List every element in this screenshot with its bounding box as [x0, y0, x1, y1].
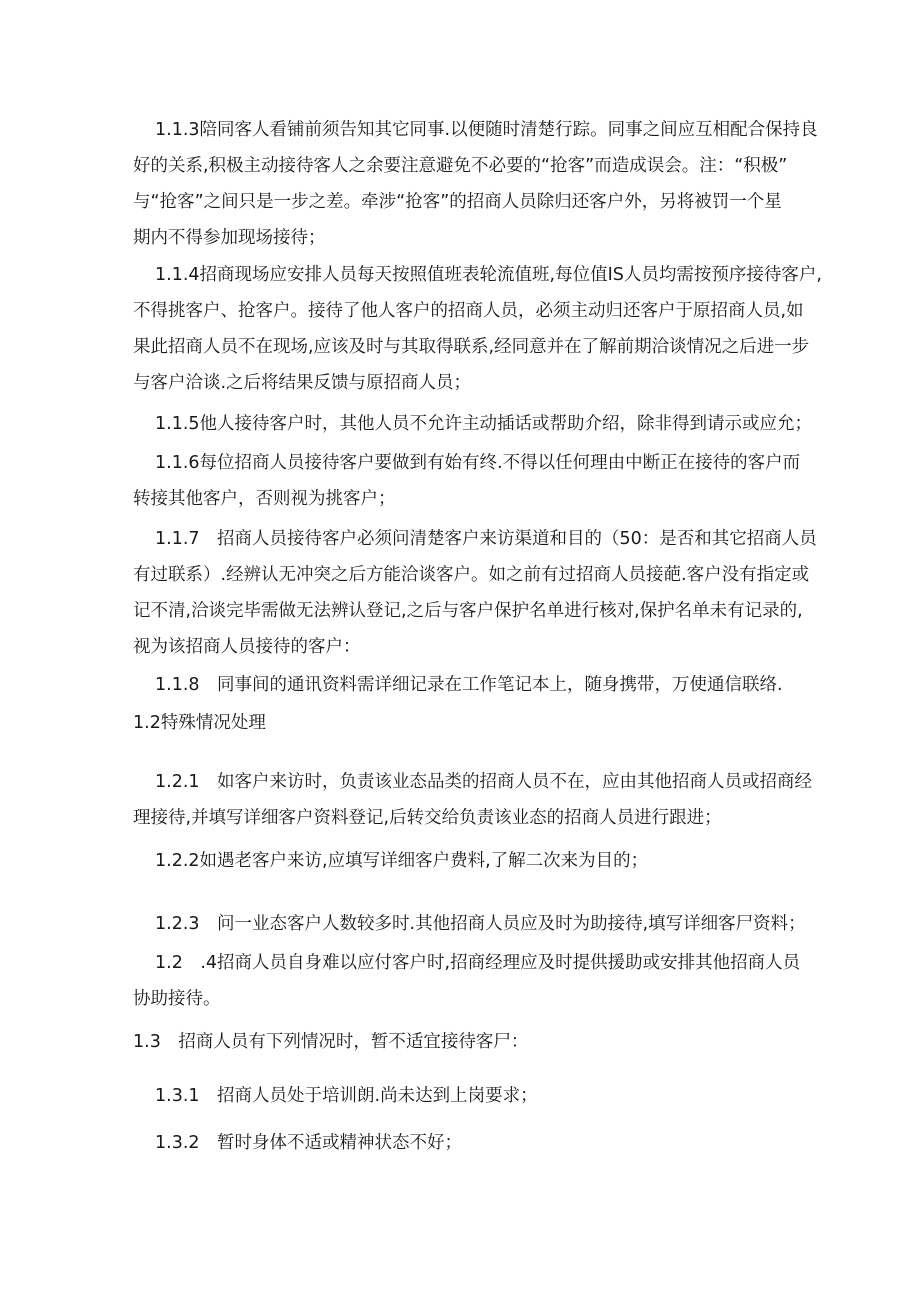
- text-line: 1.1.8 同事间的通讯资料需详细记录在工作笔记本上，随身携带，万使通信联络.: [155, 675, 783, 695]
- text-line: 1.2 .4招商人员自身难以应付客户时,招商经理应及时提供援助或安排其他招商人员: [155, 953, 801, 973]
- text-line: 1.1.4招商现场应安排人员每天按照值班表轮流值班,每位值IS人员均需按预序接待客户,: [155, 265, 822, 285]
- text-line: 好的关系,积极主动接待客人之余要注意避免不必要的“抢客”而造成误会。注：“积极”: [133, 156, 788, 176]
- text-line: 1.3.1 招商人员处于培训朗.尚未达到上岗要求；: [155, 1086, 538, 1106]
- text-line: 视为该招商人员接待的客户：: [133, 637, 361, 657]
- text-line: 1.2.1 如客户来访时，负责该业态品类的招商人员不在，应由其他招商人员或招商经: [155, 772, 813, 792]
- text-line: 1.1.3陪同客人看铺前须告知其它同事.以便随时清楚行踪。同事之间应互相配合保持良: [155, 120, 818, 140]
- text-line: 1.2特殊情况处理: [133, 713, 266, 733]
- text-line: 1.1.7 招商人员接待客户必须问清楚客户来访渠道和目的（50：是否和其它招商人员: [155, 529, 817, 549]
- text-line: 协助接待。: [133, 989, 221, 1009]
- text-line: 1.3 招商人员有下列情况时，暂不适宜接待客尸：: [133, 1032, 529, 1052]
- text-line: 记不清,洽谈完毕需做无法辨认登记,之后与客户保护名单进行核对,保护名单未有记录的,: [133, 601, 803, 621]
- text-line: 期内不得参加现场接待；: [133, 228, 326, 248]
- text-line: 理接待,并填写详细客户资料登记,后转交给负责该业态的招商人员进行跟进；: [133, 808, 722, 828]
- text-line: 1.1.6每位招商人员接待客户要做到有始有终.不得以任何理由中断正在接待的客户而: [155, 453, 801, 473]
- text-line: 果此招商人员不在现场,应该及时与其取得联系,经同意并在了解前期洽谈情况之后进一步: [133, 337, 810, 357]
- text-line: 不得挑客户、抢客户。接待了他人客户的招商人员，必须主动归还客户于原招商人员,如: [133, 301, 804, 321]
- text-line: 转接其他客户，否则视为挑客户；: [133, 489, 396, 509]
- text-line: 1.2.2如遇老客户来访,应填写详细客户费料,了解二次来为目的；: [155, 851, 649, 871]
- text-line: 1.2.3 问一业态客户人数较多时.其他招商人员应及时为助接待,填写详细客尸资料；: [155, 914, 806, 934]
- text-line: 1.3.2 暂时身体不适或精神状态不好；: [155, 1133, 463, 1153]
- text-line: 与客户洽谈.之后将结果反馈与原招商人员；: [133, 373, 472, 393]
- text-line: 1.1.5他人接待客户时，其他人员不允许主动插话或帮助介绍，除非得到请示或应允；: [155, 414, 813, 434]
- text-line: 与“抢客”之间只是一步之差。牵涉“抢客”的招商人员除归还客户外，另将被罚一个星: [133, 192, 782, 212]
- text-line: 有过联系）.经辨认无冲突之后方能洽谈客户。如之前有过招商人员接葩.客户没有指定或: [133, 565, 810, 585]
